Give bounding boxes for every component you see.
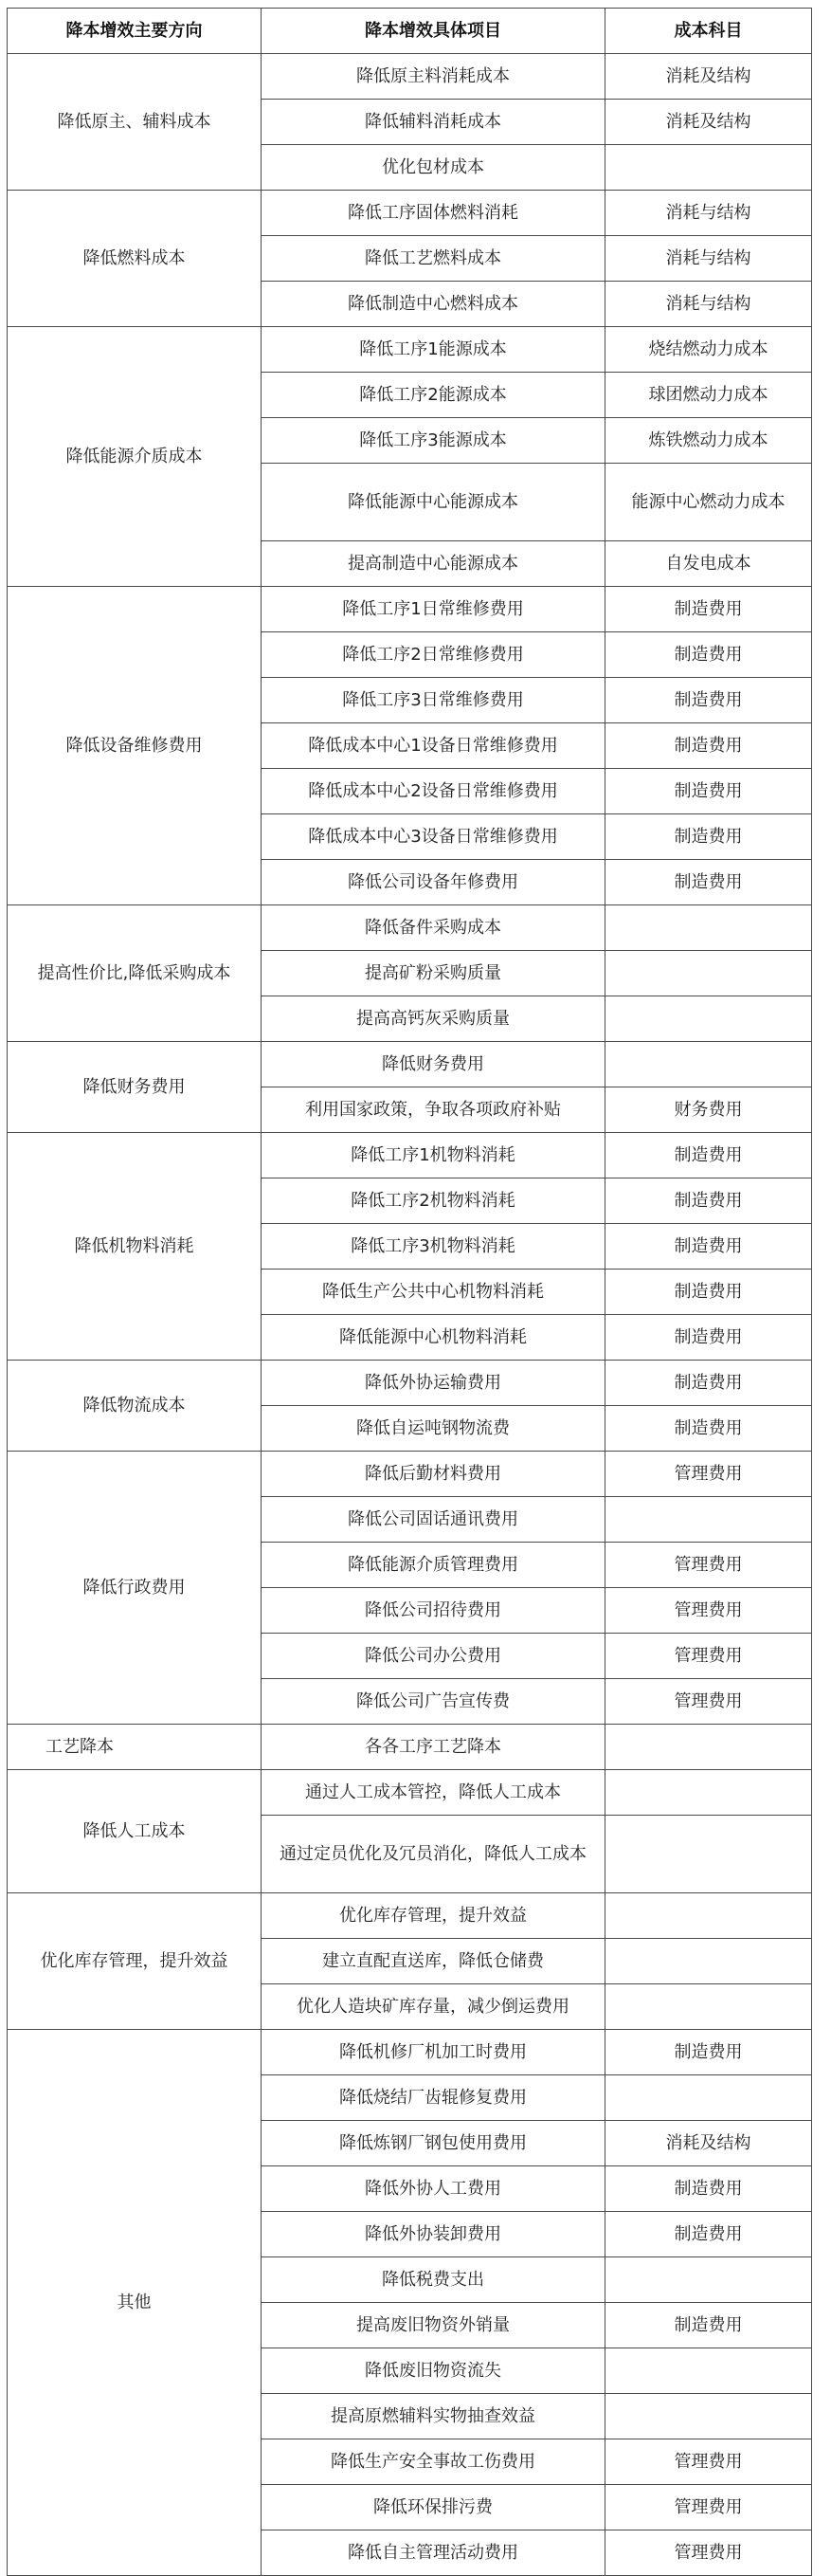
table-row	[8, 191, 812, 236]
subject-cell: 自发电成本	[605, 541, 812, 587]
item-cell: 降低能源介质管理费用	[262, 1543, 605, 1588]
subject-cell: 能源中心燃动力成本	[605, 464, 812, 541]
item-cell: 降低工序2日常维修费用	[262, 632, 605, 678]
subject-cell: 制造费用	[605, 1224, 812, 1270]
subject-cell: 制造费用	[605, 814, 812, 860]
direction-cell: 降低人工成本	[8, 1770, 262, 1893]
direction-cell: 降低原主、辅料成本	[8, 54, 262, 191]
item-cell: 降低工序3机物料消耗	[262, 1224, 605, 1270]
subject-cell	[605, 1893, 812, 1939]
item-cell: 降低公司广告宣传费	[262, 1679, 605, 1725]
item-cell: 降低工序1能源成本	[262, 327, 605, 373]
direction-cell: 其他	[8, 2030, 262, 2576]
item-cell: 降低后勤材料费用	[262, 1452, 605, 1497]
table-row	[8, 1725, 812, 1770]
item-cell: 降低机修厂机加工时费用	[262, 2030, 605, 2075]
direction-cell: 工艺降本	[8, 1725, 262, 1770]
item-cell: 降低公司设备年修费用	[262, 860, 605, 905]
item-cell: 降低炼钢厂钢包使用费用	[262, 2121, 605, 2166]
item-cell: 降低能源中心能源成本	[262, 464, 605, 541]
table-row	[8, 327, 812, 373]
subject-cell: 管理费用	[605, 2485, 812, 2530]
item-cell: 降低工序固体燃料消耗	[262, 191, 605, 236]
subject-cell: 管理费用	[605, 1543, 812, 1588]
item-cell: 降低生产安全事故工伤费用	[262, 2439, 605, 2485]
table-row	[8, 1133, 812, 1178]
subject-cell: 消耗与结构	[605, 236, 812, 282]
subject-cell: 制造费用	[605, 860, 812, 905]
subject-cell: 烧结燃动力成本	[605, 327, 812, 373]
item-cell: 降低工序1日常维修费用	[262, 587, 605, 632]
item-cell: 降低烧结厂齿辊修复费用	[262, 2075, 605, 2121]
item-cell: 降低成本中心3设备日常维修费用	[262, 814, 605, 860]
header-row	[8, 9, 812, 54]
subject-cell	[605, 1984, 812, 2030]
table-header	[8, 9, 812, 54]
table-row	[8, 1893, 812, 1939]
item-cell: 利用国家政策，争取各项政府补贴	[262, 1087, 605, 1133]
subject-cell	[605, 2257, 812, 2303]
item-cell: 建立直配直送库，降低仓储费	[262, 1939, 605, 1984]
subject-cell: 制造费用	[605, 1178, 812, 1224]
item-cell: 降低外协运输费用	[262, 1361, 605, 1406]
item-cell: 优化包材成本	[262, 145, 605, 191]
subject-cell: 管理费用	[605, 1588, 812, 1634]
item-cell: 提高原燃辅料实物抽查效益	[262, 2394, 605, 2439]
item-cell: 降低工序2机物料消耗	[262, 1178, 605, 1224]
table-row	[8, 1042, 812, 1087]
subject-cell: 制造费用	[605, 1361, 812, 1406]
subject-cell: 财务费用	[605, 1087, 812, 1133]
table-row	[8, 1452, 812, 1497]
direction-cell: 优化库存管理，提升效益	[8, 1893, 262, 2030]
item-cell: 降低自主管理活动费用	[262, 2530, 605, 2576]
header-subject: 成本科目	[605, 9, 812, 54]
item-cell: 降低能源中心机物料消耗	[262, 1315, 605, 1361]
item-cell: 降低工序3日常维修费用	[262, 678, 605, 723]
subject-cell: 制造费用	[605, 1270, 812, 1315]
subject-cell	[605, 1770, 812, 1816]
subject-cell	[605, 145, 812, 191]
item-cell: 降低环保排污费	[262, 2485, 605, 2530]
subject-cell	[605, 1042, 812, 1087]
item-cell: 降低公司招待费用	[262, 1588, 605, 1634]
subject-cell	[605, 905, 812, 951]
subject-cell: 消耗及结构	[605, 100, 812, 145]
item-cell: 降低成本中心2设备日常维修费用	[262, 769, 605, 814]
subject-cell: 制造费用	[605, 2303, 812, 2348]
direction-cell: 降低行政费用	[8, 1452, 262, 1725]
subject-cell	[605, 2075, 812, 2121]
subject-cell: 制造费用	[605, 632, 812, 678]
cost-reduction-table-container	[7, 8, 812, 2576]
item-cell: 优化人造块矿库存量，减少倒运费用	[262, 1984, 605, 2030]
subject-cell: 制造费用	[605, 1315, 812, 1361]
subject-cell	[605, 2348, 812, 2394]
direction-cell: 降低财务费用	[8, 1042, 262, 1133]
header-direction: 降本增效主要方向	[8, 9, 262, 54]
subject-cell: 管理费用	[605, 2439, 812, 2485]
subject-cell: 制造费用	[605, 769, 812, 814]
header-item: 降本增效具体项目	[262, 9, 605, 54]
subject-cell: 制造费用	[605, 678, 812, 723]
item-cell: 降低工艺燃料成本	[262, 236, 605, 282]
subject-cell: 制造费用	[605, 1133, 812, 1178]
subject-cell: 球团燃动力成本	[605, 373, 812, 418]
subject-cell	[605, 1725, 812, 1770]
item-cell: 降低公司办公费用	[262, 1634, 605, 1679]
subject-cell: 制造费用	[605, 2030, 812, 2075]
item-cell: 优化库存管理，提升效益	[262, 1893, 605, 1939]
item-cell: 降低自运吨钢物流费	[262, 1406, 605, 1452]
subject-cell: 管理费用	[605, 1452, 812, 1497]
direction-cell: 降低机物料消耗	[8, 1133, 262, 1361]
item-cell: 降低备件采购成本	[262, 905, 605, 951]
item-cell: 降低生产公共中心机物料消耗	[262, 1270, 605, 1315]
item-cell: 降低原主料消耗成本	[262, 54, 605, 100]
subject-cell: 制造费用	[605, 587, 812, 632]
subject-cell: 消耗及结构	[605, 2121, 812, 2166]
subject-cell: 制造费用	[605, 1406, 812, 1452]
item-cell: 提高高钙灰采购质量	[262, 996, 605, 1042]
direction-cell: 提高性价比,降低采购成本	[8, 905, 262, 1042]
item-cell: 降低外协装卸费用	[262, 2212, 605, 2257]
subject-cell: 管理费用	[605, 1679, 812, 1725]
subject-cell: 制造费用	[605, 2166, 812, 2212]
table-row	[8, 905, 812, 951]
direction-cell: 降低物流成本	[8, 1361, 262, 1452]
subject-cell	[605, 951, 812, 996]
table-row	[8, 1770, 812, 1816]
subject-cell: 管理费用	[605, 2530, 812, 2576]
item-cell: 降低工序1机物料消耗	[262, 1133, 605, 1178]
item-cell: 各各工序工艺降本	[262, 1725, 605, 1770]
subject-cell	[605, 996, 812, 1042]
subject-cell: 消耗与结构	[605, 282, 812, 327]
item-cell: 提高矿粉采购质量	[262, 951, 605, 996]
item-cell: 降低制造中心燃料成本	[262, 282, 605, 327]
item-cell: 通过人工成本管控，降低人工成本	[262, 1770, 605, 1816]
subject-cell: 消耗及结构	[605, 54, 812, 100]
cost-reduction-table	[7, 8, 812, 2576]
item-cell: 降低公司固话通讯费用	[262, 1497, 605, 1543]
item-cell: 降低成本中心1设备日常维修费用	[262, 723, 605, 769]
subject-cell: 消耗与结构	[605, 191, 812, 236]
subject-cell: 制造费用	[605, 2212, 812, 2257]
subject-cell: 管理费用	[605, 1634, 812, 1679]
item-cell: 降低工序3能源成本	[262, 418, 605, 464]
table-row	[8, 1361, 812, 1406]
item-cell: 通过定员优化及冗员消化，降低人工成本	[262, 1816, 605, 1893]
item-cell: 提高制造中心能源成本	[262, 541, 605, 587]
direction-cell: 降低燃料成本	[8, 191, 262, 327]
item-cell: 降低外协人工费用	[262, 2166, 605, 2212]
subject-cell	[605, 1816, 812, 1893]
subject-cell: 制造费用	[605, 723, 812, 769]
table-row	[8, 2030, 812, 2075]
item-cell: 降低工序2能源成本	[262, 373, 605, 418]
table-body	[8, 54, 812, 2576]
item-cell: 降低废旧物资流失	[262, 2348, 605, 2394]
subject-cell	[605, 1497, 812, 1543]
item-cell: 提高废旧物资外销量	[262, 2303, 605, 2348]
direction-cell: 降低能源介质成本	[8, 327, 262, 587]
table-row	[8, 54, 812, 100]
table-row	[8, 587, 812, 632]
item-cell: 降低税费支出	[262, 2257, 605, 2303]
item-cell: 降低财务费用	[262, 1042, 605, 1087]
direction-cell: 降低设备维修费用	[8, 587, 262, 905]
item-cell: 降低辅料消耗成本	[262, 100, 605, 145]
subject-cell	[605, 1939, 812, 1984]
subject-cell: 炼铁燃动力成本	[605, 418, 812, 464]
subject-cell	[605, 2394, 812, 2439]
